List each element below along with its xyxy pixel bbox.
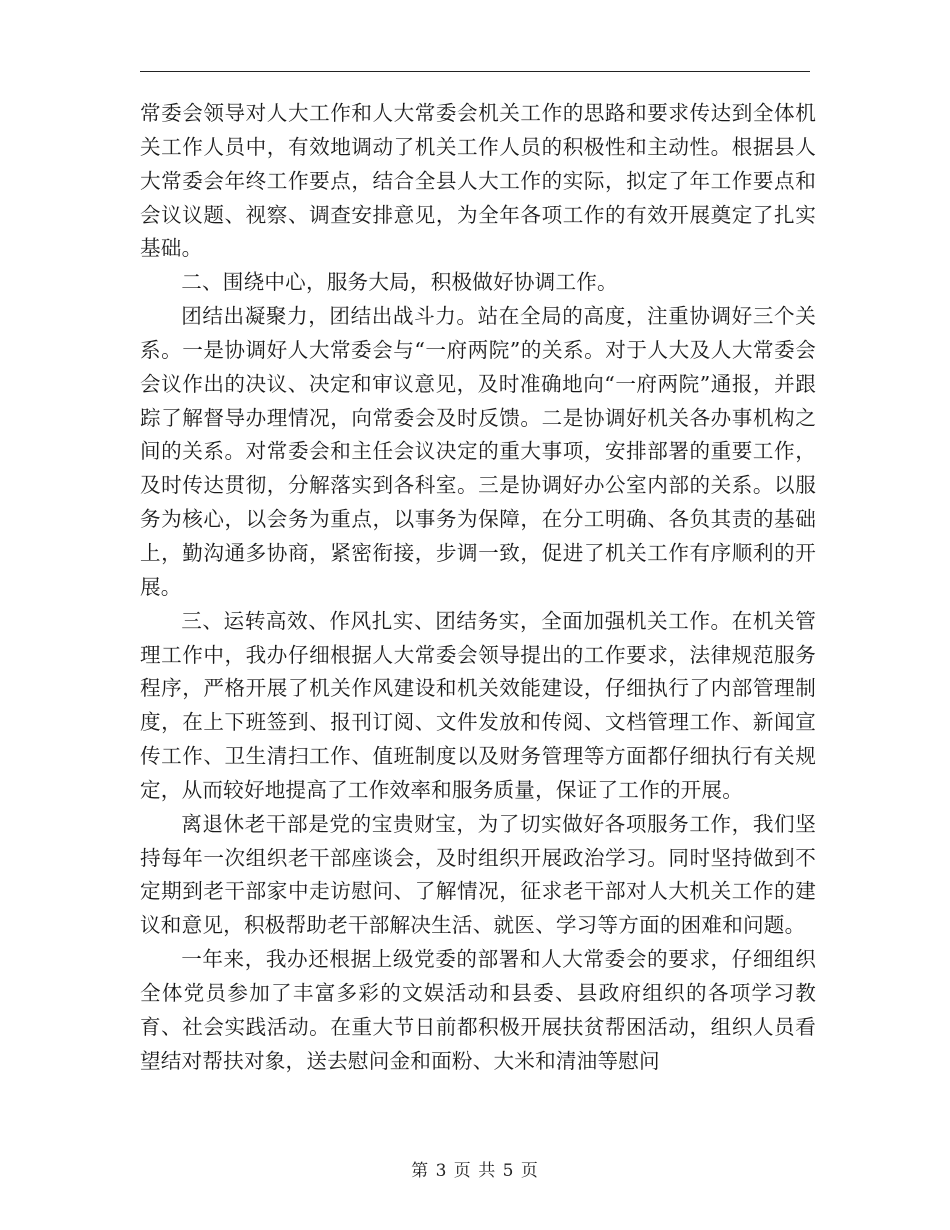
document-body <box>140 97 816 1078</box>
paragraph: 离退休老干部是党的宝贵财宝，为了切实做好各项服务工作，我们坚持每年一次组织老干部座谈会，及时组织开展政治学习。同时坚持做到不定期到老干部家中走访慰问、了解情况，征求老干部对人大机关工作的建议和意见，积极帮助老干部解决生活、就医、学习等方面的困难和问题。 <box>140 811 816 938</box>
paragraph: 一年来，我办还根据上级党委的部署和人大常委会的要求，仔细组织全体党员参加了丰富多彩的文娱活动和县委、县政府组织的各项学习教育、社会实践活动。在重大节日前都积极开展扶贫帮困活动，组织人员看望结对帮扶对象，送去慰问金和面粉、大米和清油等慰问 <box>140 947 816 1073</box>
paragraph: 二、围绕中心，服务大局，积极做好协调工作。 <box>181 270 618 295</box>
paragraph: 三、运转高效、作风扎实、团结务实，全面加强机关工作。在机关管理工作中，我办仔细根据人大常委会领导提出的工作要求，法律规范服务程序，严格开展了机关作风建设和机关效能建设，仔细执行了内部管理制度，在上下班签到、报刊订阅、文件发放和传阅、文档管理工作、新闻宣传工作、卫生清扫工作、值班制度以及财务管理等方面都仔细执行有关规定，从而较好地提高了工作效率和服务质量，保证了工作的开展。 <box>140 608 816 802</box>
page-number-footer: 第 3 页 共 5 页 <box>411 1161 539 1181</box>
header-rule <box>140 71 810 72</box>
paragraph: 常委会领导对人大工作和人大常委会机关工作的思路和要求传达到全体机关工作人员中，有效地调动了机关工作人员的积极性和主动性。根据县人大常委会年终工作要点，结合全县人大工作的实际，拟定了年工作要点和会议议题、视察、调查安排意见，为全年各项工作的有效开展奠定了扎实基础。 <box>140 101 816 261</box>
paragraph: 团结出凝聚力，团结出战斗力。站在全局的高度，注重协调好三个关系。一是协调好人大常委会与“一府两院”的关系。对于人大及人大常委会会议作出的决议、决定和审议意见，及时准确地向“一府两院”通报，并跟踪了解督导办理情况，向常委会及时反馈。二是协调好机关各办事机构之间的关系。对常委会和主任会议决定的重大事项，安排部署的重要工作，及时传达贯彻，分解落实到各科室。三是协调好办公室内部的关系。以服务为核心，以会务为重点，以事务为保障，在分工明确、各负其责的基础上，勤沟通多协商，紧密衔接，步调一致，促进了机关工作有序顺利的开展。 <box>140 304 816 599</box>
